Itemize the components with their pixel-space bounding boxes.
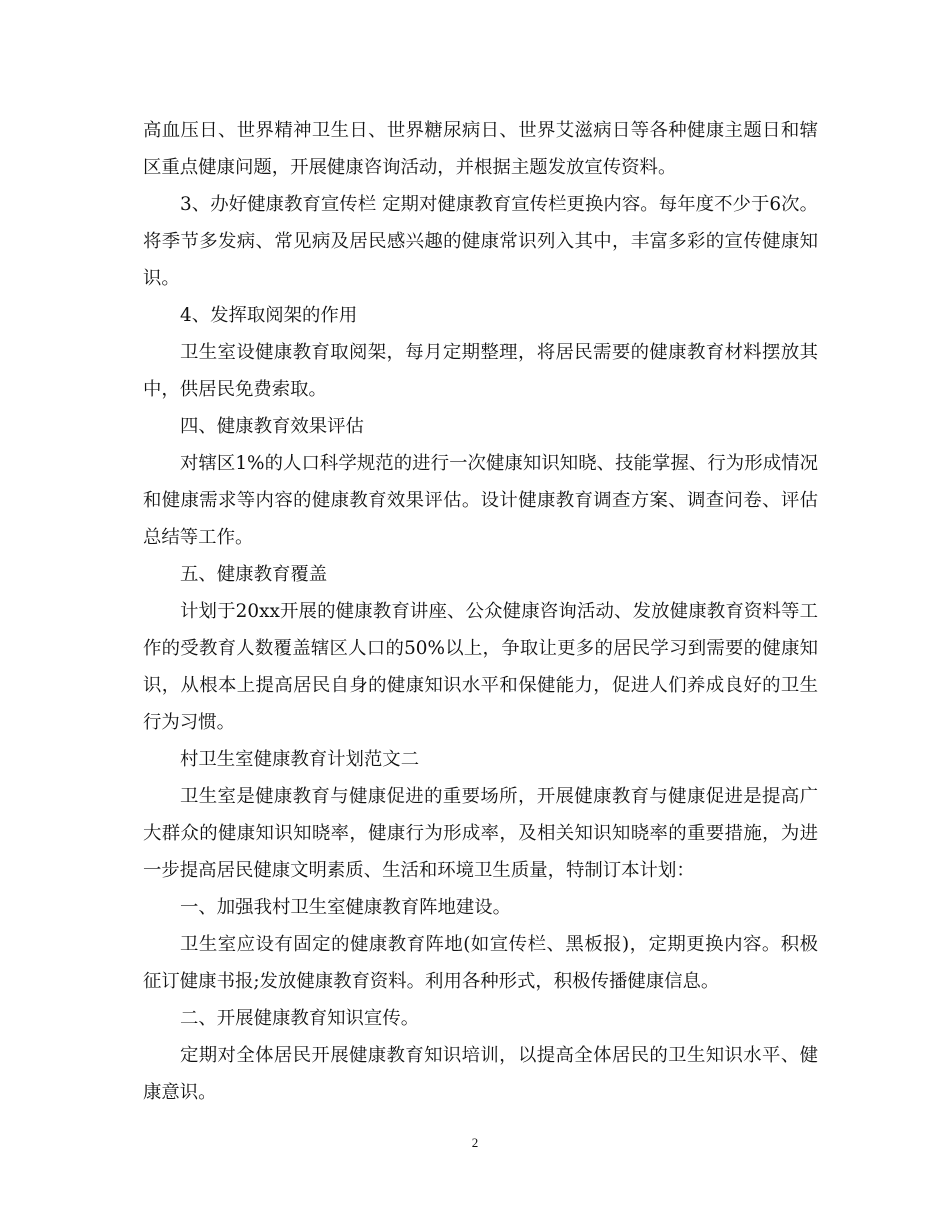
paragraph-6: 对辖区1%的人口科学规范的进行一次健康知识知晓、技能掌握、行为形成情况和健康需求等内容的健康教育效果评估。设计健康教育调查方案、调查问卷、评估总结等工作。 [143, 453, 818, 548]
paragraph-12: 卫生室应设有固定的健康教育阵地(如宣传栏、黑板报)，定期更换内容。积极征订健康书报;发放健康教育资料。利用各种形式，积极传播健康信息。 [143, 934, 818, 992]
section-heading-5: 五、健康教育覆盖 [180, 564, 328, 585]
document-body [143, 112, 818, 1111]
paragraph-3: 4、发挥取阅架的作用 [180, 305, 358, 326]
paragraph-8: 计划于20xx开展的健康教育讲座、公众健康咨询活动、发放健康教育资料等工作的受教育人数覆盖辖区人口的50%以上，争取让更多的居民学习到需要的健康知识，从根本上提高居民自身的健康知识水平和保健能力，促进人们养成良好的卫生行为习惯。 [143, 601, 818, 733]
section-heading-2: 二、开展健康教育知识宣传。 [180, 1008, 420, 1029]
paragraph-10: 卫生室是健康教育与健康促进的重要场所，开展健康教育与健康促进是提高广大群众的健康知识知晓率，健康行为形成率，及相关知识知晓率的重要措施，为进一步提高居民健康文明素质、生活和环境卫生质量，特制订本计划： [143, 786, 818, 881]
paragraph-1: 高血压日、世界精神卫生日、世界糖尿病日、世界艾滋病日等各种健康主题日和辖区重点健康问题，开展健康咨询活动，并根据主题发放宣传资料。 [143, 120, 818, 178]
section-heading-1: 一、加强我村卫生室健康教育阵地建设。 [180, 897, 512, 918]
article-title: 村卫生室健康教育计划范文二 [180, 749, 420, 770]
paragraph-4: 卫生室设健康教育取阅架，每月定期整理，将居民需要的健康教育材料摆放其中，供居民免费索取。 [143, 342, 818, 400]
section-heading-4: 四、健康教育效果评估 [180, 416, 364, 437]
paragraph-2: 3、办好健康教育宣传栏 定期对健康教育宣传栏更换内容。每年度不少于6次。将季节多发病、常见病及居民感兴趣的健康常识列入其中，丰富多彩的宣传健康知识。 [143, 194, 818, 289]
paragraph-14: 定期对全体居民开展健康教育知识培训，以提高全体居民的卫生知识水平、健康意识。 [143, 1045, 818, 1103]
page-number: 2 [471, 1135, 479, 1150]
